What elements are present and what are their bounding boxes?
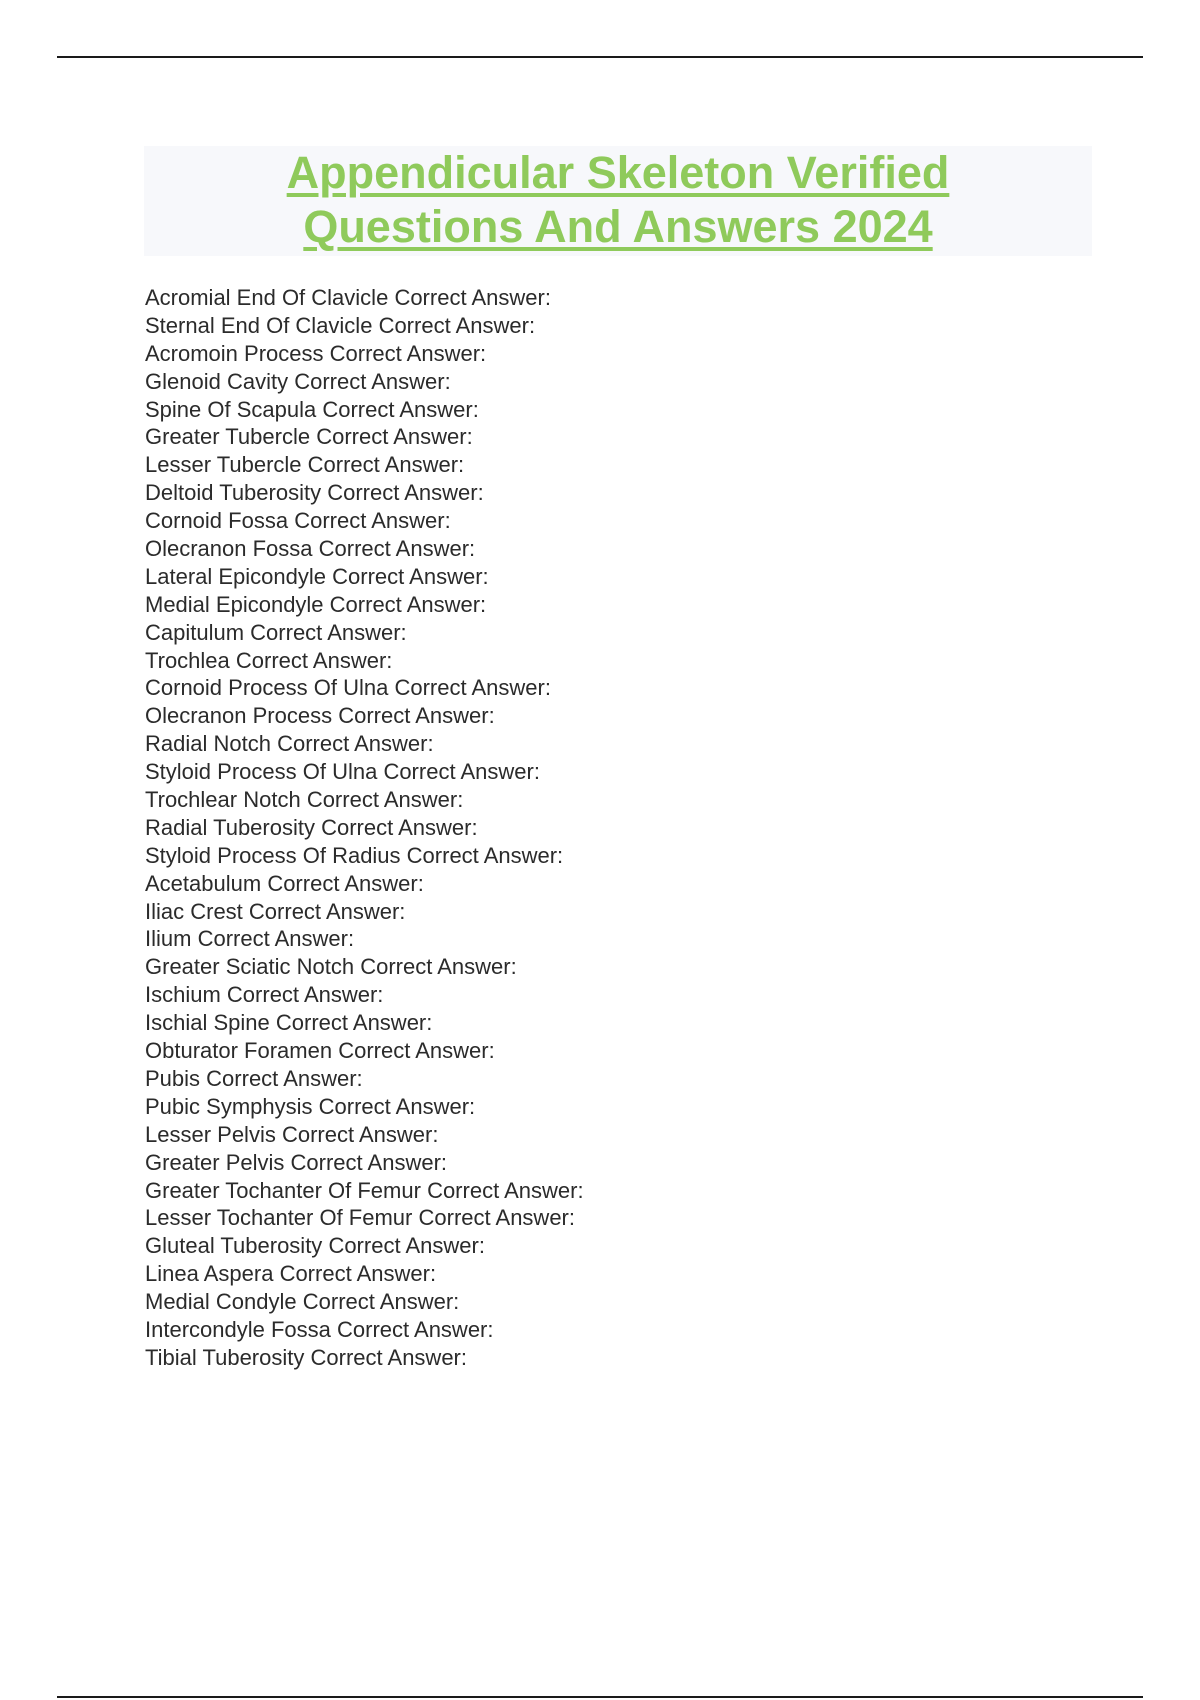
answer-label: Correct Answer:: [338, 1038, 495, 1064]
question-term: Olecranon Fossa: [145, 536, 313, 562]
question-list: [145, 284, 584, 1372]
answer-label: Correct Answer:: [328, 1233, 485, 1259]
question-item: [145, 591, 584, 619]
question-item: [145, 507, 584, 535]
answer-label: Correct Answer:: [394, 675, 551, 701]
answer-label: Correct Answer:: [406, 842, 564, 868]
answer-label: Correct Answer:: [310, 1344, 467, 1370]
question-item: [145, 1177, 584, 1205]
answer-label: Correct Answer:: [206, 1065, 363, 1091]
answer-label: Correct Answer:: [248, 898, 406, 924]
answer-label: Correct Answer:: [321, 814, 478, 840]
question-term: Iliac Crest: [145, 898, 243, 924]
question-term: Styloid Process Of Radius: [145, 842, 401, 868]
question-term: Tibial Tuberosity: [145, 1344, 305, 1370]
question-term: Greater Tochanter Of Femur: [145, 1177, 421, 1203]
question-term: Pubis: [145, 1065, 201, 1091]
answer-label: Correct Answer:: [226, 982, 384, 1008]
question-term: Capitulum: [145, 619, 245, 645]
question-item: [145, 1204, 584, 1232]
question-term: Ischial Spine: [145, 1010, 270, 1036]
question-item: [145, 340, 584, 368]
question-item: [145, 1149, 584, 1177]
answer-label: Correct Answer:: [275, 1010, 433, 1036]
question-item: [145, 1316, 584, 1344]
answer-label: Correct Answer:: [332, 563, 489, 589]
question-term: Sternal End Of Clavicle: [145, 312, 373, 338]
question-term: Glenoid Cavity: [145, 368, 289, 394]
question-item: [145, 814, 584, 842]
answer-label: Correct Answer:: [290, 1149, 448, 1175]
answer-label: Correct Answer:: [267, 870, 424, 896]
question-item: [145, 953, 584, 981]
question-item: [145, 1093, 584, 1121]
answer-label: Correct Answer:: [306, 787, 464, 813]
question-item: [145, 898, 584, 926]
question-item: [145, 674, 584, 702]
question-term: Radial Tuberosity: [145, 814, 315, 840]
question-item: [145, 1232, 584, 1260]
question-item: [145, 451, 584, 479]
question-term: Greater Pelvis: [145, 1149, 285, 1175]
answer-label: Correct Answer:: [318, 536, 476, 562]
question-term: Greater Tubercle: [145, 424, 311, 450]
question-term: Acromoin Process: [145, 340, 324, 366]
question-term: Cornoid Fossa: [145, 508, 289, 534]
question-item: [145, 647, 584, 675]
question-item: [145, 423, 584, 451]
question-term: Ischium: [145, 982, 221, 1008]
question-item: [145, 312, 584, 340]
question-term: Lesser Pelvis: [145, 1121, 276, 1147]
question-term: Medial Condyle: [145, 1289, 297, 1315]
question-term: Spine Of Scapula: [145, 396, 317, 422]
question-term: Linea Aspera: [145, 1261, 274, 1287]
answer-label: Correct Answer:: [302, 1289, 460, 1315]
question-term: Medial Epicondyle: [145, 591, 324, 617]
question-item: [145, 479, 584, 507]
question-term: Styloid Process Of Ulna: [145, 759, 378, 785]
question-item: [145, 535, 584, 563]
question-item: [145, 870, 584, 898]
question-item: [145, 563, 584, 591]
question-item: [145, 1009, 584, 1037]
answer-label: Correct Answer:: [307, 452, 465, 478]
question-item: [145, 702, 584, 730]
answer-label: Correct Answer:: [294, 508, 451, 534]
question-term: Lateral Epicondyle: [145, 563, 327, 589]
answer-label: Correct Answer:: [279, 1261, 437, 1287]
question-item: [145, 981, 584, 1009]
answer-label: Correct Answer:: [281, 1121, 439, 1147]
answer-label: Correct Answer:: [277, 731, 434, 757]
question-term: Gluteal Tuberosity: [145, 1233, 323, 1259]
question-item: [145, 758, 584, 786]
answer-label: Correct Answer:: [235, 647, 393, 673]
answer-label: Correct Answer:: [378, 312, 536, 338]
question-term: Greater Sciatic Notch: [145, 954, 355, 980]
question-item: [145, 284, 584, 312]
question-item: [145, 1065, 584, 1093]
question-term: Ilium: [145, 926, 192, 952]
question-item: [145, 925, 584, 953]
question-item: [145, 1344, 584, 1372]
answer-label: Correct Answer:: [383, 759, 540, 785]
question-term: Radial Notch: [145, 731, 271, 757]
answer-label: Correct Answer:: [360, 954, 517, 980]
answer-label: Correct Answer:: [316, 424, 473, 450]
answer-label: Correct Answer:: [327, 480, 484, 506]
question-item: [145, 786, 584, 814]
answer-label: Correct Answer:: [322, 396, 479, 422]
question-term: Olecranon Process: [145, 703, 333, 729]
question-item: [145, 1037, 584, 1065]
title-block: [144, 146, 1092, 256]
question-item: [145, 1288, 584, 1316]
question-term: Lesser Tubercle: [145, 452, 302, 478]
question-term: Pubic Symphysis: [145, 1093, 313, 1119]
question-term: Acromial End Of Clavicle: [145, 285, 389, 310]
question-item: [145, 730, 584, 758]
question-item: [145, 619, 584, 647]
top-rule: [57, 56, 1143, 58]
answer-label: Correct Answer:: [250, 619, 407, 645]
answer-label: Correct Answer:: [427, 1177, 584, 1203]
answer-label: Correct Answer:: [418, 1205, 575, 1231]
document-title-line-2: Questions And Answers 2024: [303, 201, 933, 252]
answer-label: Correct Answer:: [394, 285, 551, 310]
document-title-line-1: Appendicular Skeleton Verified: [286, 147, 950, 198]
answer-label: Correct Answer:: [337, 1316, 494, 1342]
answer-label: Correct Answer:: [329, 591, 487, 617]
answer-label: Correct Answer:: [294, 368, 451, 394]
question-term: Trochlea: [145, 647, 230, 673]
question-term: Obturator Foramen: [145, 1038, 333, 1064]
question-term: Acetabulum: [145, 870, 262, 896]
question-term: Cornoid Process Of Ulna: [145, 675, 389, 701]
answer-label: Correct Answer:: [329, 340, 487, 366]
question-term: Lesser Tochanter Of Femur: [145, 1205, 413, 1231]
bottom-rule: [57, 1696, 1143, 1698]
answer-label: Correct Answer:: [197, 926, 355, 952]
question-term: Intercondyle Fossa: [145, 1316, 331, 1342]
question-term: Trochlear Notch: [145, 787, 301, 813]
question-term: Deltoid Tuberosity: [145, 480, 322, 506]
question-item: [145, 842, 584, 870]
answer-label: Correct Answer:: [318, 1093, 476, 1119]
answer-label: Correct Answer:: [338, 703, 495, 729]
question-item: [145, 1260, 584, 1288]
question-item: [145, 396, 584, 424]
question-item: [145, 1121, 584, 1149]
question-item: [145, 368, 584, 396]
